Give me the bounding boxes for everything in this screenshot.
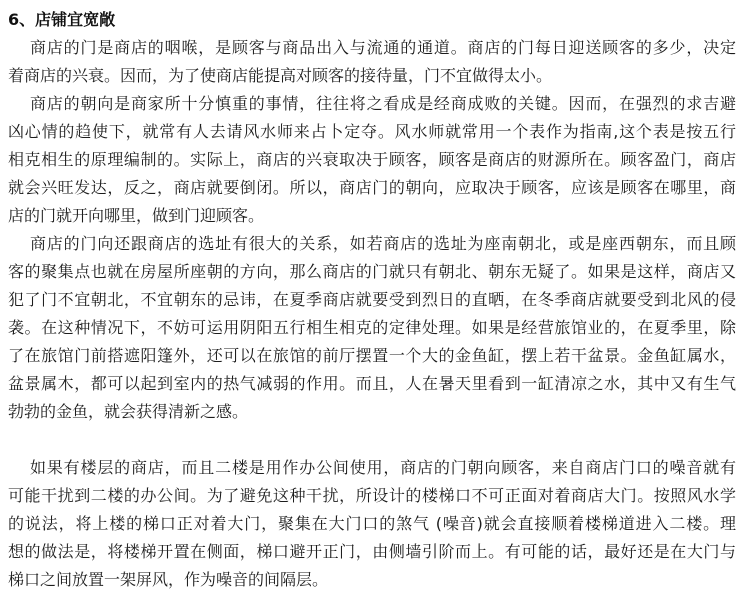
paragraph-4-line-3: 的说法，将上楼的梯口正对着大门，聚集在大门口的煞气 (噪音)就会直接顺着楼梯道进入二楼。理	[8, 514, 736, 533]
paragraph-3	[8, 230, 736, 426]
paragraph-3-line-4: 袭。在这种情况下，不妨可运用阴阳五行相生相克的定律处理。如果是经营旅馆业的，在夏季里，除	[8, 318, 736, 337]
paragraph-1-line-2: 着商店的兴衰。因而，为了使商店能提高对顾客的接待量，门不宜做得太小。	[8, 66, 553, 85]
paragraph-spacer	[8, 426, 736, 454]
paragraph-4-line-1: 如果有楼层的商店，而且二楼是用作办公间使用，商店的门朝向顾客，来自商店门口的噪音就有	[30, 458, 736, 477]
paragraph-2-line-2: 凶心情的趋使下，就常有人去请风水师来占卜定夺。风水师就常用一个表作为指南,这个表是按五行	[8, 122, 736, 141]
paragraph-3-line-1: 商店的门向还跟商店的选址有很大的关系，如若商店的选址为座南朝北，或是座西朝东，而且顾	[30, 234, 736, 253]
paragraph-3-line-2: 客的聚集点也就在房屋所座朝的方向，那么商店的门就只有朝北、朝东无疑了。如果是这样，商店又	[8, 262, 736, 281]
paragraph-1-line-1: 商店的门是商店的咽喉，是顾客与商品出入与流通的通道。商店的门每日迎送顾客的多少，决定	[30, 38, 736, 57]
paragraph-3-line-7: 勃勃的金鱼，就会获得清新之感。	[8, 402, 249, 421]
paragraph-2-line-4: 就会兴旺发达，反之，商店就要倒闭。所以，商店门的朝向，应取决于顾客，应该是顾客在哪里，商	[8, 178, 736, 197]
paragraph-4-line-4: 想的做法是，将楼梯开置在侧面，梯口避开正门，由侧墙引阶而上。有可能的话，最好还是在大门与	[8, 542, 736, 561]
paragraph-1	[8, 34, 736, 90]
paragraph-2-line-5: 店的门就开向哪里，做到门迎顾客。	[8, 206, 265, 225]
paragraph-4-line-5: 梯口之间放置一架屏风，作为噪音的间隔层。	[8, 570, 329, 589]
paragraph-2-line-1: 商店的朝向是商家所十分慎重的事情，往往将之看成是经商成败的关键。因而，在强烈的求吉避	[30, 94, 736, 113]
section-heading: 6、店铺宜宽敞	[8, 10, 116, 29]
paragraph-3-line-6: 盆景属木，都可以起到室内的热气减弱的作用。而且，人在暑天里看到一缸清凉之水，其中又有生气	[8, 374, 736, 393]
paragraph-2-line-3: 相克相生的原理编制的。实际上，商店的兴衰取决于顾客，顾客是商店的财源所在。顾客盈门，商店	[8, 150, 736, 169]
paragraph-3-line-5: 了在旅馆门前搭遮阳篷外，还可以在旅馆的前厅摆置一个大的金鱼缸，摆上若干盆景。金鱼缸属水，	[8, 346, 736, 365]
paragraph-4-line-2: 可能干扰到二楼的办公间。为了避免这种干扰，所设计的楼梯口不可正面对着商店大门。按照风水学	[8, 486, 736, 505]
paragraph-2	[8, 90, 736, 230]
paragraph-4	[8, 454, 736, 594]
paragraph-3-line-3: 犯了门不宜朝北，不宜朝东的忌讳，在夏季商店就要受到烈日的直晒，在冬季商店就要受到北风的侵	[8, 290, 736, 309]
